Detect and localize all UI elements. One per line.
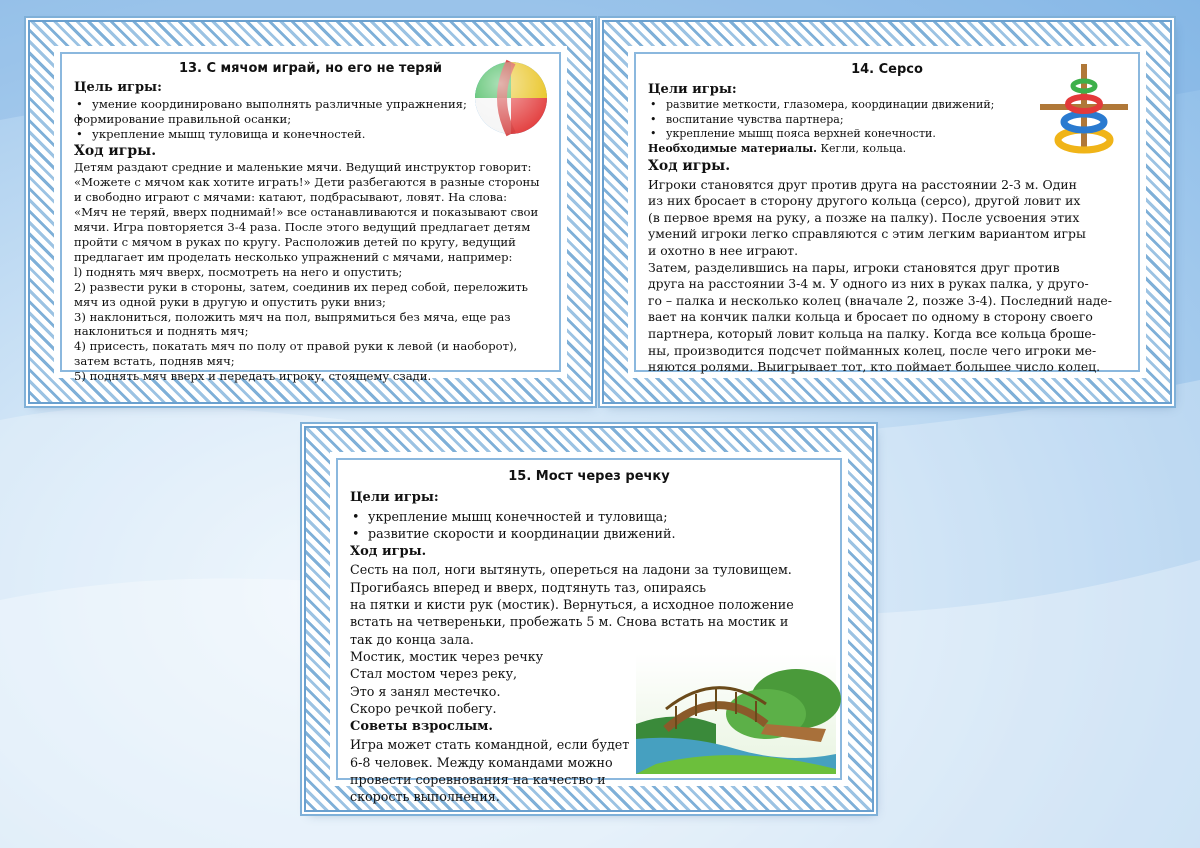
goal-label: Цель игры: bbox=[74, 79, 162, 95]
poem-line: Скоро речкой побегу. bbox=[350, 700, 497, 716]
text-line: Детям раздают средние и маленькие мячи. Ведущий инструктор говорит: bbox=[74, 160, 532, 175]
materials-label: Необходимые материалы. bbox=[648, 141, 817, 155]
text-line: мяч из одной руки в другую и опустить руки вниз; bbox=[74, 294, 386, 309]
card-title: 14. Серсо bbox=[851, 62, 923, 77]
advice-line: скорость выполнения. bbox=[350, 789, 500, 805]
text-line: Прогибаясь вперед и вверх, подтянуть таз, опираясь bbox=[350, 579, 707, 595]
text-line: предлагает им проделать несколько упражнений с мячами, например: bbox=[74, 249, 513, 264]
advice-line: 6-8 человек. Между командами можно bbox=[350, 754, 613, 770]
text-line: няются ролями. Выигрывает тот, кто поймает большее число колец. bbox=[648, 359, 1101, 375]
goal-item: • формирование правильной осанки; bbox=[74, 112, 547, 127]
game-card-15 bbox=[306, 428, 872, 810]
text-line: встать на четвереньки, пробежать 5 м. Снова встать на мостик и bbox=[350, 614, 789, 630]
text-line: 5) поднять мяч вверх и передать игроку, стоящему сзади. bbox=[74, 369, 432, 384]
goal-item: • укрепление мышц пояса верхней конечности. bbox=[648, 127, 1126, 142]
advice-line: провести соревнования на качество и bbox=[350, 772, 606, 788]
text-line: ны, производится подсчет пойманных колец, после чего игроки ме- bbox=[648, 342, 1097, 358]
goal-list bbox=[350, 508, 828, 543]
advice-label: Советы взрослым. bbox=[350, 719, 493, 735]
text-line: умений игроки легко справляются с этим легким вариантом игры bbox=[648, 226, 1086, 242]
text-line: из них бросает в сторону другого кольца (серсо), другой ловит их bbox=[648, 193, 1081, 209]
text-line: так до конца зала. bbox=[350, 631, 474, 647]
text-line: вает на кончик палки кольца и бросает по одному в сторону своего bbox=[648, 309, 1093, 325]
poem-line: Это я занял местечко. bbox=[350, 683, 501, 699]
course-label: Ход игры. bbox=[74, 142, 157, 159]
text-line: «Можете с мячом как хотите играть!» Дети разбегаются в разные стороны bbox=[74, 175, 540, 190]
text-line: го – палка и несколько колец (вначале 2, позже 3-4). Последний наде- bbox=[648, 292, 1112, 308]
text-line: 2) развести руки в стороны, затем, соединив их перед собой, переложить bbox=[74, 279, 528, 294]
materials-text: Кегли, кольца. bbox=[816, 141, 907, 155]
goal-list bbox=[648, 98, 1126, 142]
text-line: друга на расстоянии 3-4 м. У одного из них в руках палка, у друго- bbox=[648, 276, 1089, 292]
game-card-13 bbox=[30, 22, 591, 402]
poem-line: Стал мостом через реку, bbox=[350, 666, 518, 682]
goal-item: • умение координировано выполнять различные упражнения; bbox=[74, 97, 547, 112]
goal-item: • развитие скорости и координации движений. bbox=[350, 525, 828, 542]
goal-item: • укрепление мышц туловища и конечностей. bbox=[74, 127, 547, 142]
goal-item: • развитие меткости, глазомера, координации движений; bbox=[648, 98, 1126, 113]
poem-line: Мостик, мостик через речку bbox=[350, 648, 544, 664]
text-line: пройти с мячом в руках по кругу. Расположив детей по кругу, ведущий bbox=[74, 234, 516, 249]
game-card-14 bbox=[604, 22, 1170, 402]
text-line: «Мяч не теряй, вверх поднимай!» все останавливаются и показывают свои bbox=[74, 205, 539, 220]
text-line: затем встать, подняв мяч; bbox=[74, 354, 235, 369]
text-line: 4) присесть, покатать мяч по полу от правой руки к левой (и наоборот), bbox=[74, 339, 518, 354]
text-line: 3) наклониться, положить мяч на пол, выпрямиться без мяча, еще раз bbox=[74, 309, 511, 324]
goal-label: Цели игры: bbox=[648, 81, 737, 97]
text-line: Затем, разделившись на пары, игроки становятся друг против bbox=[648, 259, 1060, 275]
goal-list bbox=[74, 97, 547, 142]
text-line: мячи. Игра повторяется 3-4 раза. После этого ведущий предлагает детям bbox=[74, 220, 531, 235]
text-line: Сесть на пол, ноги вытянуть, опереться на ладони за туловищем. bbox=[350, 562, 792, 578]
goal-item: • укрепление мышц конечностей и туловища; bbox=[350, 508, 828, 525]
text-line: на пятки и кисти рук (мостик). Вернуться, а исходное положение bbox=[350, 597, 794, 613]
text-line: и охотно в нее играют. bbox=[648, 243, 799, 259]
goal-label: Цели игры: bbox=[350, 490, 439, 506]
bridge-illustration bbox=[636, 654, 836, 774]
text-line: и свободно играют с мячами: катают, подбрасывают, ловят. На слова: bbox=[74, 190, 508, 205]
text-line: Игроки становятся друг против друга на расстоянии 2-3 м. Один bbox=[648, 176, 1077, 192]
course-label: Ход игры. bbox=[648, 158, 731, 175]
goal-item: • воспитание чувства партнера; bbox=[648, 113, 1126, 128]
advice-line: Игра может стать командной, если будет bbox=[350, 737, 630, 753]
text-line: наклониться и поднять мяч; bbox=[74, 324, 249, 339]
card-title: 13. С мячом играй, но его не теряй bbox=[178, 61, 443, 76]
text-line: l) поднять мяч вверх, посмотреть на него и опустить; bbox=[74, 264, 403, 279]
text-line: партнера, который ловит кольца на палку. Когда все кольца броше- bbox=[648, 326, 1096, 342]
text-line: (в первое время на руку, а позже на палку). После усвоения этих bbox=[648, 209, 1080, 225]
card-title: 15. Мост через речку bbox=[508, 469, 670, 484]
course-label: Ход игры. bbox=[350, 544, 427, 560]
